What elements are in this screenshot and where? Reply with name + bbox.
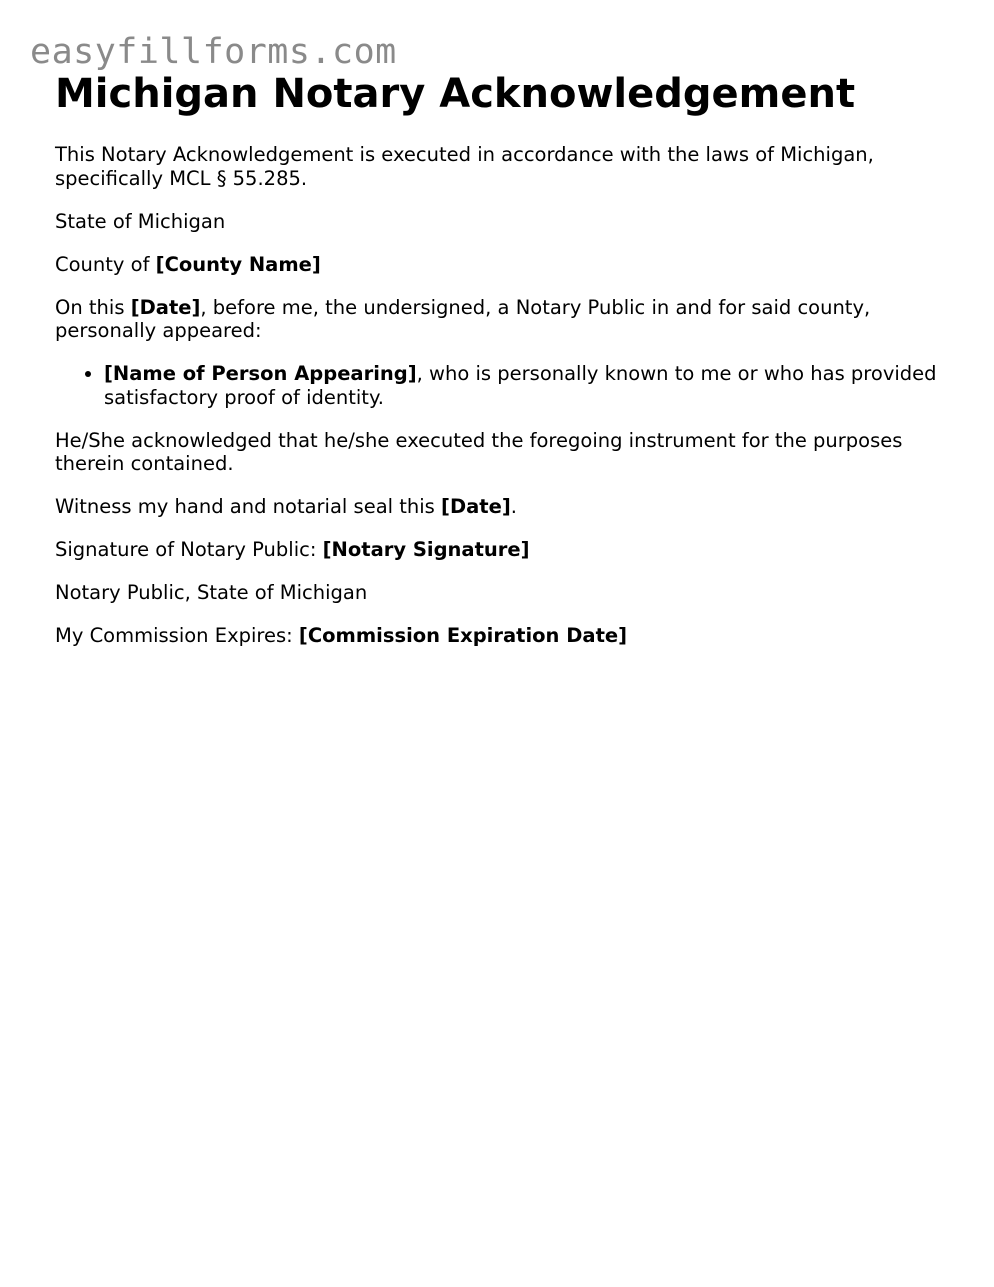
witness-line <box>55 495 945 519</box>
intro-paragraph: This Notary Acknowledgement is executed in accordance with the laws of Michigan, specifically MCL § 55.285. <box>55 143 874 190</box>
notary-title-line: Notary Public, State of Michigan <box>55 581 368 604</box>
state-line: State of Michigan <box>55 209 226 233</box>
signature-line <box>55 538 945 562</box>
signature-placeholder: [Notary Signature] <box>322 538 530 561</box>
document-body <box>55 143 945 667</box>
commission-label: My Commission Expires: <box>55 624 299 647</box>
county-label: County of <box>55 252 156 276</box>
person-name-placeholder: [Name of Person Appearing] <box>104 362 417 385</box>
appearance-date-placeholder: [Date] <box>130 295 201 319</box>
person-suffix: , who is personally known to me or who has provided satisfactory proof of identity. <box>104 362 937 409</box>
appearance-suffix: , before me, the undersigned, a Notary Public in and for said county, personally appeared: <box>55 295 871 342</box>
signature-label: Signature of Notary Public: <box>55 538 323 561</box>
appearing-persons-list <box>55 362 945 409</box>
witness-prefix: Witness my hand and notarial seal this <box>55 495 442 518</box>
witness-suffix: . <box>510 495 517 518</box>
county-placeholder: [County Name] <box>155 252 321 276</box>
appearance-prefix: On this <box>55 295 131 319</box>
watermark: easyfillforms.com <box>30 32 397 72</box>
page-title: Michigan Notary Acknowledgement <box>55 71 856 117</box>
commission-placeholder: [Commission Expiration Date] <box>298 624 628 647</box>
acknowledgement-paragraph: He/She acknowledged that he/she executed the foregoing instrument for the purposes therein contained. <box>55 428 903 475</box>
appearance-paragraph <box>55 296 945 343</box>
county-line <box>55 253 945 277</box>
witness-date-placeholder: [Date] <box>441 495 511 518</box>
list-item <box>104 362 945 409</box>
commission-line <box>55 624 945 648</box>
